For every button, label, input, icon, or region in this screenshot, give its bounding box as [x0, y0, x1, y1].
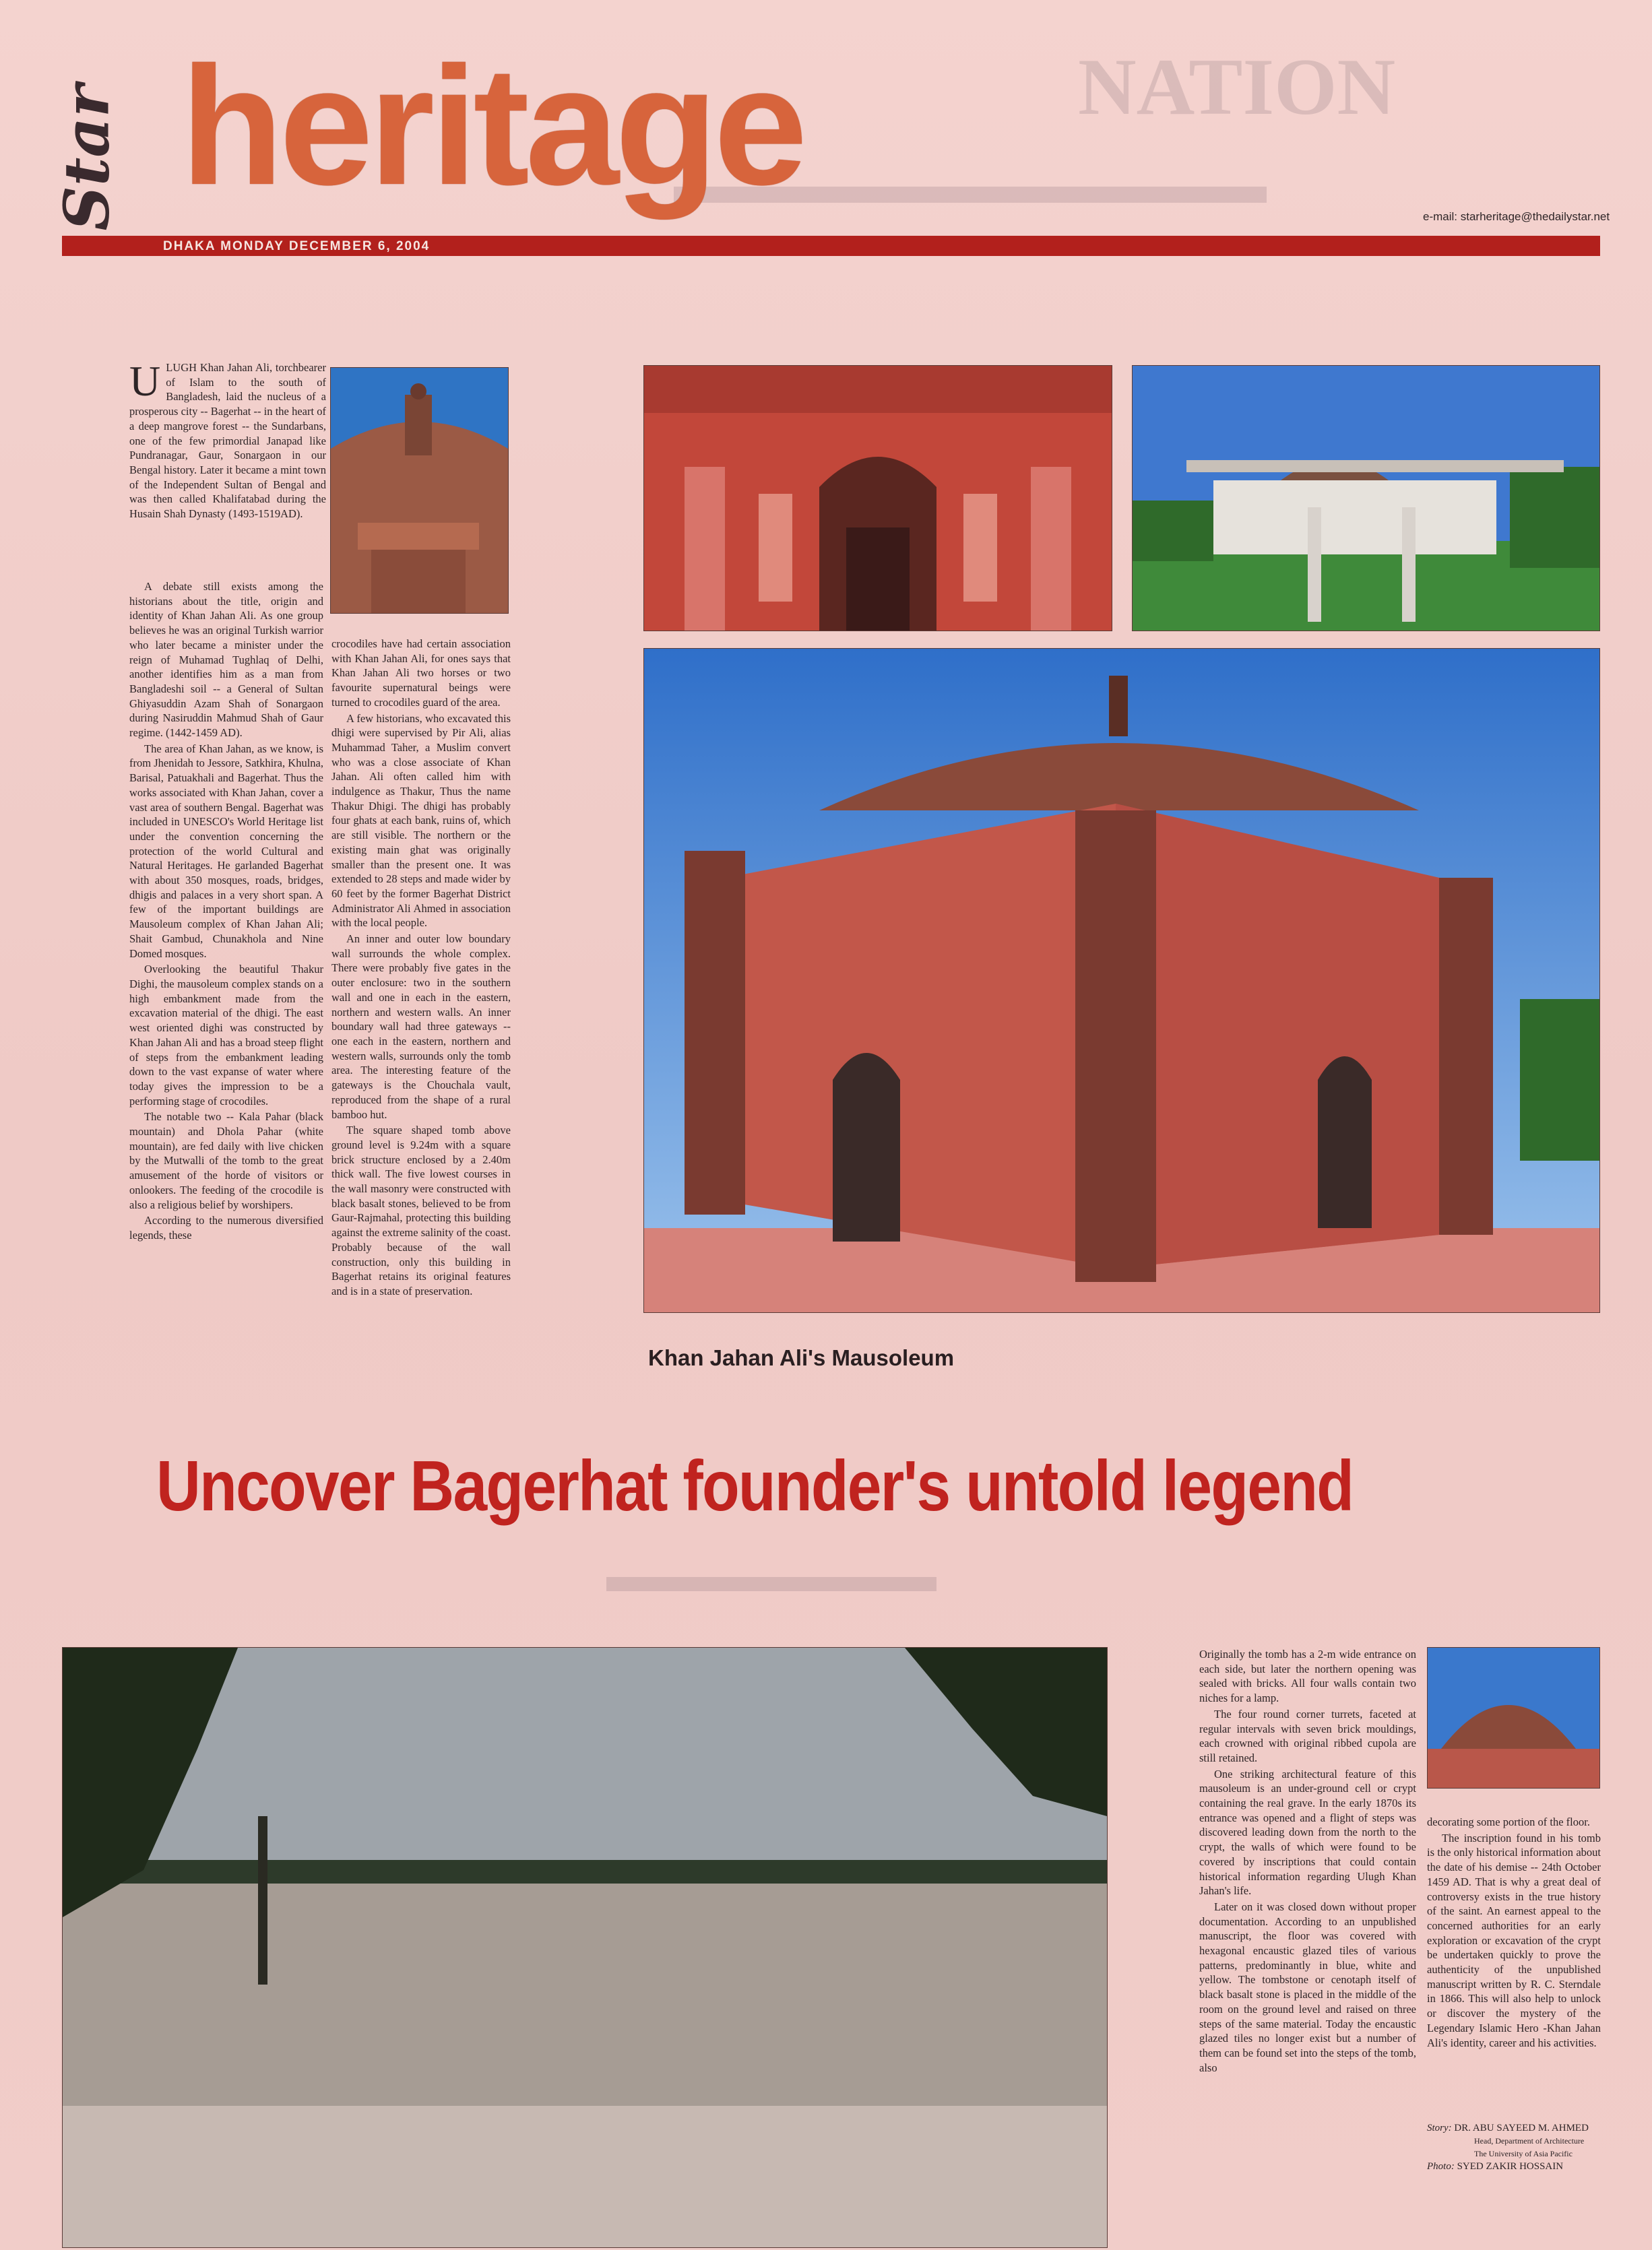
paragraph: The inscription found in his tomb is the only historical information about the date of his demise -- 24th October 1459 AD. That is why a great deal of controversy exists in the true history of the saint. An earnest appeal to the concerned authorities for an early exploration or excavation of the crypt be undertaken quickly to prove the authenticity of the unpublished manuscript written by R. C. Sterndale in 1866. This will also help to unlock or discover the mystery of the Legendary Islamic Hero -Khan Jahan Ali's identity, career and his activities.	[1427, 1831, 1601, 2049]
gateway-illustration	[644, 366, 1112, 631]
dome-small-illustration	[1428, 1648, 1599, 1788]
paragraph: crocodiles have had certain association with Khan Jahan Ali, for ones says that Khan Jahan Ali two horses or two favourite supernatural beings were turned to crocodiles guard of the area.	[331, 637, 511, 709]
dighi-lake-photo	[62, 1647, 1108, 2248]
section-email: e-mail: starheritage@thedailystar.net	[1423, 210, 1610, 223]
star-logo-text: Star	[50, 84, 123, 231]
lake-illustration	[63, 1648, 1107, 2247]
section-title: heritage	[181, 32, 804, 220]
author-title-1: Head, Department of Architecture	[1474, 2136, 1585, 2146]
mausoleum-photo	[643, 648, 1600, 1313]
byline	[1427, 2122, 1589, 2173]
author-title-2: The University of Asia Pacific	[1474, 2149, 1572, 2158]
paragraph: The area of Khan Jahan, as we know, is from Jhenidah to Jessore, Satkhira, Khulna, Barisal, Patuakhali and Bagerhat. Thus the works associated with Khan Jahan, cover a vast area of southern Bengal. Bagerhat was included in UNESCO's World Heritage list under the convention concerning the protection of the world Cultural and Natural Heritages. He garlanded Bagerhat with about 350 mosques, roads, bridges, dhigis and palaces in a very short span. A few of the important buildings are Mausoleum complex of Khan Jahan Ali; Shait Gambud, Chunakhola and Nine Domed mosques.	[129, 742, 323, 960]
star-logo	[50, 47, 128, 249]
photo-label: Photo:	[1427, 2161, 1455, 2172]
drop-cap: U	[129, 357, 161, 405]
tomb-complex-illustration	[1133, 366, 1599, 631]
article-column-3	[1199, 1647, 1416, 2076]
paragraph: A few historians, who excavated this dhigi were supervised by Pir Ali, alias Muhammad Taher, a Muslim convert who was a close associate of Khan Jahan. Ali often called him with indulgence as Thakur, Thus the name Thakur Dhigi. The dhigi has probably four ghats at each bank, ruins of, which are still visible. The northern or the existing main ghat was originally smaller than the present one. It was extended to 28 steps and made wider by 60 feet by the former Bagerhat District Administrator Ali Ahmed in association with the local people.	[331, 711, 511, 930]
bleed-through: ▬▬▬▬▬▬▬▬▬▬▬	[674, 156, 1267, 215]
tomb-complex-photo	[1132, 365, 1600, 631]
gateway-photo	[643, 365, 1112, 631]
article-column-4	[1427, 1815, 1601, 2051]
mausoleum-illustration	[644, 649, 1599, 1312]
paragraph: Later on it was closed down without proper documentation. According to an unpublished manuscript, the floor was covered with hexagonal encaustic glazed tiles of various patterns, predominantly in blue, white and yellow. The tombstone or cenotaph itself of black basalt stone is placed in the middle of the room on the ground level and raised on three steps of the same material. Today the encaustic glazed tiles no longer exist but a number of them can be found set into the steps of the tomb, also	[1199, 1900, 1416, 2074]
paragraph: According to the numerous diversified legends, these	[129, 1214, 323, 1242]
paragraph: One striking architectural feature of this mausoleum is an under-ground cell or crypt containing the real grave. In the early 1870s its entrance was opened and a flight of steps was discovered leading down from the north to the crypt, the walls of which were found to be covered by inscriptions that could contain historical information regarding Ulugh Khan Jahan's life.	[1199, 1767, 1416, 1898]
paragraph: Originally the tomb has a 2-m wide entrance on each side, but later the northern opening was sealed with bricks. All four walls contain two niches for a lamp.	[1199, 1648, 1416, 1705]
paragraph: Overlooking the beautiful Thakur Dighi, the mausoleum complex stands on a high embankment made from the excavation material of the dhigi. The east west oriented dighi was constructed by Khan Jahan Ali and has a broad steep flight of steps from the embankment leading down to the vast expanse of water where today gives the impression to be a performing stage of crocodiles.	[129, 963, 323, 1107]
bleed-through: NATION	[1078, 42, 1396, 131]
paragraph: The notable two -- Kala Pahar (black mountain) and Dhola Pahar (white mountain), are fed daily with live chicken by the Mutwalli of the tomb to the great amusement of the horde of visitors or onlookers. The feeding of the crocodile is also a religious belief by worshipers.	[129, 1110, 323, 1211]
paragraph: The square shaped tomb above ground level is 9.24m with a square brick structure enclosed by a 2.40m thick wall. The five lowest courses in the wall masonry were constructed with black basalt stones, believed to be from Gaur-Rajmahal, protecting this building against the extreme salinity of the coast. Probably because of the wall construction, only this building in Bagerhat retains its original features and is in a state of preservation.	[331, 1124, 511, 1297]
dome-small-photo	[1427, 1647, 1600, 1789]
dateline-text: DHAKA MONDAY DECEMBER 6, 2004	[163, 239, 431, 253]
paragraph: The four round corner turrets, faceted at regular intervals with seven brick mouldings, each crowned with original ribbed cupola are still retained.	[1199, 1707, 1416, 1764]
dome-illustration	[331, 368, 508, 613]
dome-detail-photo	[330, 367, 509, 614]
story-author: DR. ABU SAYEED M. AHMED	[1454, 2123, 1589, 2133]
story-label: Story:	[1427, 2123, 1452, 2133]
article-column-2	[331, 637, 511, 1300]
headline: Uncover Bagerhat founder's untold legend	[156, 1446, 1354, 1526]
article-column-1-cont	[129, 579, 323, 1244]
photo-caption: Khan Jahan Ali's Mausoleum	[648, 1345, 955, 1370]
article-column-1	[129, 357, 326, 523]
dateline-bar	[62, 236, 1600, 256]
photo-author: SYED ZAKIR HOSSAIN	[1457, 2161, 1564, 2172]
paragraph: decorating some portion of the floor.	[1427, 1815, 1590, 1828]
paragraph: An inner and outer low boundary wall surrounds the whole complex. There were probably five gates in the outer enclosure: two in the southern wall and one in each in the eastern, northern and western walls. An inner boundary wall had three gateways -- one each in the eastern, northern and western walls, surrounds only the tomb area. The interesting feature of the gateways is the Chouchala vault, reproduced from the shape of a rural bamboo hut.	[331, 932, 511, 1121]
bleed-through: ▬▬▬▬▬▬▬	[606, 1550, 936, 1602]
paragraph: A debate still exists among the historians about the title, origin and identity of Khan Jahan Ali. As one group believes he was an original Turkish warrior who later became a minister under the reign of Muhamad Tughlaq of Delhi, another identifies him as a man from Bangladeshi soil -- a General of Sultan Ghiyasuddin Azam Shah of Sonargaon during Nasiruddin Mahmud Shah of Gaur regime. (1442-1459 AD).	[129, 580, 323, 740]
paragraph: LUGH Khan Jahan Ali, torchbearer of Islam to the south of Bangladesh, laid the nucleus of a prosperous city -- Bagerhat -- in the heart of a deep mangrove forest -- the Sundarbans, one of the few primordial Janapad like Pundranagar, Gaur, Sonargaon in our Bengal history. Later it became a mint town of the Independent Sultan of Bengal and was then called Khalifatabad during the Husain Shah Dynasty (1493-1519AD).	[129, 361, 326, 521]
